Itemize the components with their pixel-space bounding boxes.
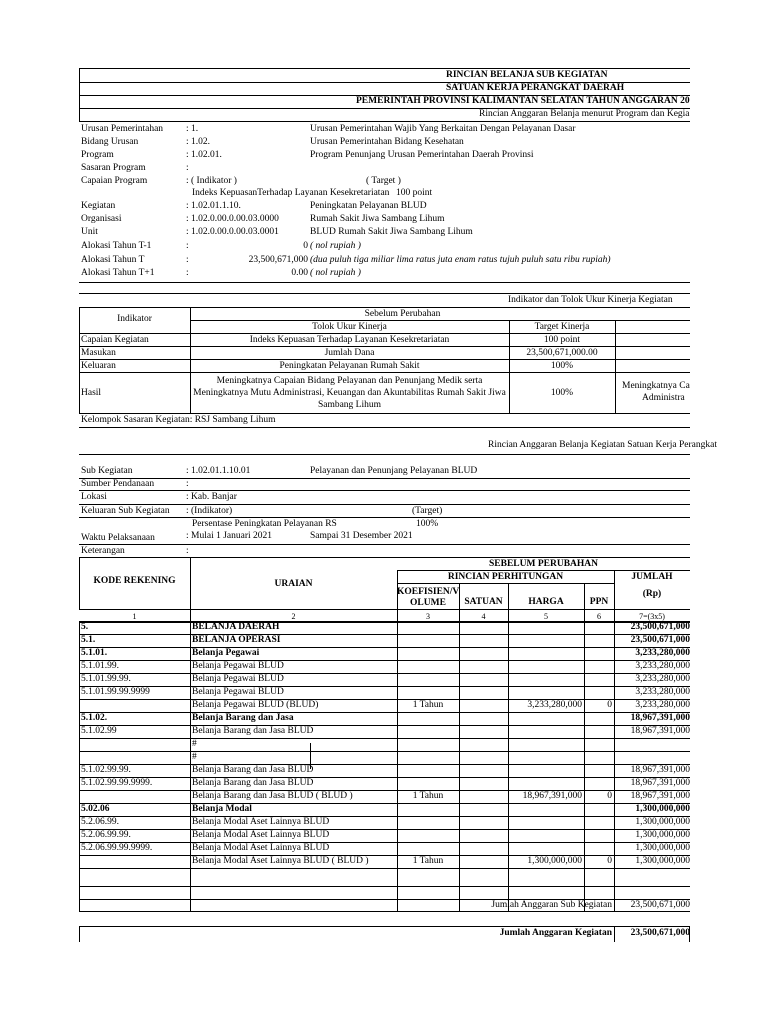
cell-jumlah: 18,967,391,000 — [630, 765, 690, 775]
cell-kode: 5.1.01. — [81, 648, 108, 658]
kinerja-tolok-line: Sambang Lihum — [317, 400, 382, 410]
kinerja-title: Indikator dan Tolok Ukur Kinerja Kegiatan — [508, 295, 673, 305]
col-kode-rekening: KODE REKENING — [93, 576, 176, 586]
cell-jumlah: 23,500,671,000 — [630, 635, 690, 645]
cell-jumlah: 3,233,280,000 — [635, 700, 690, 710]
kinerja-tolok-line: Meningkatnya Mutu Administrasi, Keuangan dan Akuntabilitas Rumah Sakit Jiwa — [193, 388, 506, 398]
cell-uraian: Belanja Barang dan Jasa — [192, 713, 294, 723]
col-ppn: PPN — [589, 597, 609, 607]
cell-ppn: 0 — [607, 856, 612, 866]
subtitle: Rincian Anggaran Belanja menurut Program dan Kegia — [479, 109, 690, 119]
col-jumlah-unit: (Rp) — [642, 589, 662, 599]
kinerja-tolok-line: Meningkatnya Capaian Bidang Pelayanan dan Penunjang Medik serta — [216, 376, 483, 386]
alokasi-amount: 0 — [303, 241, 308, 251]
cell-kode: 5.1. — [81, 635, 96, 645]
col-jumlah: JUMLAH — [631, 572, 673, 582]
alokasi-colon: : — [186, 268, 189, 278]
cell-jumlah: 3,233,280,000 — [635, 674, 690, 684]
keluaran-sub-target: (Target) — [412, 506, 443, 516]
alokasi-amount: 0.00 — [291, 268, 308, 278]
col-uraian: URAIAN — [274, 579, 313, 589]
keluaran-sub-indikator-value: Persentase Peningkatan Pelayanan RS — [192, 519, 337, 529]
alokasi-words: (dua puluh tiga miliar lima ratus juta enam ratus tujuh puluh satu ribu rupiah) — [310, 255, 611, 265]
alokasi-label: Alokasi Tahun T+1 — [81, 268, 155, 278]
cell-uraian: BELANJA DAERAH — [192, 622, 280, 632]
info-label: Organisasi — [81, 214, 122, 224]
capaian-indikator: : ( Indikator ) — [186, 176, 237, 186]
cell-kode: 5. — [81, 622, 89, 632]
kinerja-col-sebelum: Sebelum Perubahan — [364, 309, 441, 319]
cell-harga: 18,967,391,000 — [522, 791, 582, 801]
info-label: Kegiatan — [81, 201, 116, 211]
cell-koef: 1 Tahun — [412, 700, 444, 710]
col-koefisien-2: OLUME — [410, 598, 446, 608]
cell-uraian: Belanja Modal Aset Lainnya BLUD — [192, 817, 330, 827]
kinerja-col-target: Target Kinerja — [534, 322, 590, 332]
cell-uraian: Belanja Modal — [192, 804, 252, 814]
cell-koef: 1 Tahun — [412, 856, 444, 866]
alokasi-label: Alokasi Tahun T — [81, 255, 145, 265]
info-code: : 1.02. — [186, 137, 211, 147]
col-number: 7=(3x5) — [639, 612, 665, 621]
cell-kode: 5.02.06 — [81, 804, 110, 814]
title-line-1: RINCIAN BELANJA SUB KEGIATAN — [446, 70, 608, 80]
info-code: : 1.02.0.00.0.00.03.0001 — [186, 227, 279, 237]
rincian-title: Rincian Anggaran Belanja Kegiatan Satuan Kerja Perangkat — [488, 440, 717, 450]
cell-jumlah: 3,233,280,000 — [635, 687, 690, 697]
cell-harga: 3,233,280,000 — [527, 700, 582, 710]
sub-code: : — [186, 479, 189, 489]
kinerja-indikator: Masukan — [81, 348, 116, 358]
cell-uraian: Belanja Barang dan Jasa BLUD ( BLUD ) — [192, 791, 353, 801]
cell-jumlah: 18,967,391,000 — [630, 726, 690, 736]
keluaran-sub-target-value: 100% — [416, 519, 439, 529]
kinerja-col-tolok: Tolok Ukur Kinerja — [312, 322, 387, 332]
kinerja-indikator: Keluaran — [81, 361, 116, 371]
cell-koef: 1 Tahun — [412, 791, 444, 801]
col-rincian-perhitungan: RINCIAN PERHITUNGAN — [447, 572, 564, 582]
info-code: : 1.02.0.00.0.00.03.0000 — [186, 214, 279, 224]
kinerja-tolok: Peningkatan Pelayanan Rumah Sakit — [279, 361, 420, 371]
cell-kode: 5.2.06.99.99.9999. — [81, 843, 153, 853]
col-number: 6 — [597, 612, 601, 621]
cell-jumlah: 1,300,000,000 — [635, 804, 690, 814]
col-number: 4 — [481, 612, 486, 621]
info-label: Unit — [81, 227, 98, 237]
col-harga: HARGA — [528, 597, 564, 607]
kinerja-indikator: Capaian Kegiatan — [81, 335, 149, 345]
capaian-indikator-value: Indeks KepuasanTerhadap Layanan Kesekretariatan — [192, 188, 390, 198]
info-code: : — [186, 163, 189, 173]
cell-kode: 5.1.02.99.99. — [81, 765, 131, 775]
sub-label: Lokasi — [81, 492, 107, 502]
sub-code: : Kab. Banjar — [186, 492, 237, 502]
info-label: Sasaran Program — [81, 163, 146, 173]
cell-ppn: 0 — [607, 700, 612, 710]
cell-ppn: 0 — [607, 791, 612, 801]
cell-jumlah: 3,233,280,000 — [635, 648, 690, 658]
title-line-2: SATUAN KERJA PERANGKAT DAERAH — [446, 83, 625, 93]
cell-kode: 5.1.02. — [81, 713, 108, 723]
cell-jumlah: 18,967,391,000 — [630, 791, 690, 801]
waktu-start: : Mulai 1 Januari 2021 — [186, 531, 273, 541]
kinerja-extra-line: Meningkatnya Ca — [622, 381, 690, 391]
info-desc: Urusan Pemerintahan Wajib Yang Berkaitan Dengan Pelayanan Dasar — [310, 124, 576, 134]
cell-harga: 1,300,000,000 — [527, 856, 582, 866]
cell-uraian: Belanja Modal Aset Lainnya BLUD — [192, 843, 330, 853]
info-desc: Peningkatan Pelayanan BLUD — [310, 201, 427, 211]
info-label: Urusan Pemerintahan — [81, 124, 164, 134]
cell-jumlah: 18,967,391,000 — [630, 778, 690, 788]
cell-jumlah: 3,233,280,000 — [635, 661, 690, 671]
keluaran-sub-indikator: : (Indikator) — [186, 506, 233, 516]
kinerja-target: 100 point — [543, 335, 581, 345]
cell-jumlah: 1,300,000,000 — [635, 856, 690, 866]
total-kegiatan-label: Jumlah Anggaran Kegiatan — [499, 928, 612, 938]
waktu-end: Sampai 31 Desember 2021 — [310, 531, 413, 541]
kinerja-indikator: Hasil — [81, 388, 102, 398]
cell-kode: 5.1.01.99.99. — [81, 674, 131, 684]
capaian-label: Capaian Program — [81, 176, 148, 186]
cell-kode: 5.1.02.99.99.9999. — [81, 778, 153, 788]
kinerja-col-indikator: Indikator — [117, 314, 152, 324]
info-desc: BLUD Rumah Sakit Jiwa Sambang Lihum — [310, 227, 473, 237]
kinerja-tolok: Jumlah Dana — [324, 348, 375, 358]
cell-uraian: Belanja Barang dan Jasa BLUD — [192, 778, 314, 788]
info-code: : 1.02.01.1.10. — [186, 201, 241, 211]
kinerja-target: 100% — [550, 361, 574, 371]
col-number: 1 — [132, 612, 137, 621]
cell-uraian: # — [192, 739, 197, 749]
keluaran-sub-label: Keluaran Sub Kegiatan — [81, 506, 170, 516]
total-sub-kegiatan-value: 23,500,671,000 — [630, 900, 690, 910]
keterangan-label: Keterangan — [81, 546, 125, 556]
waktu-label: Waktu Pelaksanaan — [81, 533, 155, 543]
info-code: : 1.02.01. — [186, 150, 222, 160]
sub-label: Sub Kegiatan — [81, 466, 133, 476]
col-satuan: SATUAN — [464, 597, 503, 607]
info-code: : 1. — [186, 124, 199, 134]
col-number: 2 — [291, 612, 296, 621]
col-number: 3 — [426, 612, 430, 621]
sub-label: Sumber Pendanaan — [81, 479, 155, 489]
capaian-target-value: 100 point — [396, 188, 433, 198]
cell-uraian: # — [192, 752, 197, 762]
alokasi-colon: : — [186, 255, 189, 265]
cell-uraian: Belanja Pegawai BLUD — [192, 687, 284, 697]
capaian-target: ( Target ) — [366, 176, 401, 186]
cell-uraian: BELANJA OPERASI — [192, 635, 281, 645]
cell-uraian: Belanja Barang dan Jasa BLUD — [192, 726, 314, 736]
alokasi-words: ( nol rupiah ) — [310, 268, 361, 278]
keterangan-value: : — [186, 546, 189, 556]
col-sebelum-perubahan: SEBELUM PERUBAHAN — [489, 559, 598, 569]
title-line-3: PEMERINTAH PROVINSI KALIMANTAN SELATAN TAHUN ANGGARAN 20 — [356, 96, 690, 106]
total-sub-kegiatan-label: Jumlah Anggaran Sub Kegiatan — [491, 900, 612, 910]
kinerja-target: 23,500,671,000.00 — [526, 348, 598, 358]
cell-uraian: Belanja Pegawai BLUD (BLUD) — [192, 700, 319, 710]
cell-uraian: Belanja Pegawai BLUD — [192, 661, 284, 671]
info-desc: Urusan Pemerintahan Bidang Kesehatan — [310, 137, 464, 147]
cell-jumlah: 1,300,000,000 — [635, 843, 690, 853]
kelompok-sasaran: Kelompok Sasaran Kegiatan: RSJ Sambang Lihum — [81, 415, 276, 425]
cell-jumlah: 1,300,000,000 — [635, 830, 690, 840]
cell-uraian: Belanja Modal Aset Lainnya BLUD — [192, 830, 330, 840]
cell-jumlah: 23,500,671,000 — [630, 622, 690, 632]
info-desc: Program Penunjang Urusan Pemerintahan Daerah Provinsi — [310, 150, 534, 160]
kinerja-extra-line: Administra — [642, 393, 685, 403]
cell-jumlah: 1,300,000,000 — [635, 817, 690, 827]
sub-desc: Pelayanan dan Penunjang Pelayanan BLUD — [310, 466, 478, 476]
info-label: Bidang Urusan — [81, 137, 139, 147]
cell-kode: 5.2.06.99.99. — [81, 830, 131, 840]
cell-uraian: Belanja Barang dan Jasa BLUD — [192, 765, 314, 775]
cell-uraian: Belanja Pegawai — [192, 648, 260, 658]
cell-kode: 5.2.06.99. — [81, 817, 119, 827]
total-kegiatan-value: 23,500,671,000 — [630, 928, 690, 938]
sub-code: : 1.02.01.1.10.01 — [186, 466, 251, 476]
cell-uraian: Belanja Modal Aset Lainnya BLUD ( BLUD ) — [192, 856, 369, 866]
cell-uraian: Belanja Pegawai BLUD — [192, 674, 284, 684]
cell-kode: 5.1.01.99. — [81, 661, 119, 671]
alokasi-words: ( nol rupiah ) — [310, 241, 361, 251]
alokasi-amount: 23,500,671,000 — [248, 255, 308, 265]
alokasi-colon: : — [186, 241, 189, 251]
kinerja-tolok: Indeks Kepuasan Terhadap Layanan Kesekretariatan — [249, 335, 450, 345]
info-desc: Rumah Sakit Jiwa Sambang Lihum — [310, 214, 445, 224]
cell-kode: 5.1.02.99 — [81, 726, 117, 736]
col-koefisien: KOEFISIEN/V — [397, 587, 460, 597]
col-number: 5 — [544, 612, 548, 621]
kinerja-target: 100% — [550, 388, 574, 398]
cell-kode: 5.1.01.99.99.9999 — [81, 687, 150, 697]
cell-jumlah: 18,967,391,000 — [630, 713, 690, 723]
alokasi-label: Alokasi Tahun T-1 — [81, 241, 152, 251]
info-label: Program — [81, 150, 114, 160]
